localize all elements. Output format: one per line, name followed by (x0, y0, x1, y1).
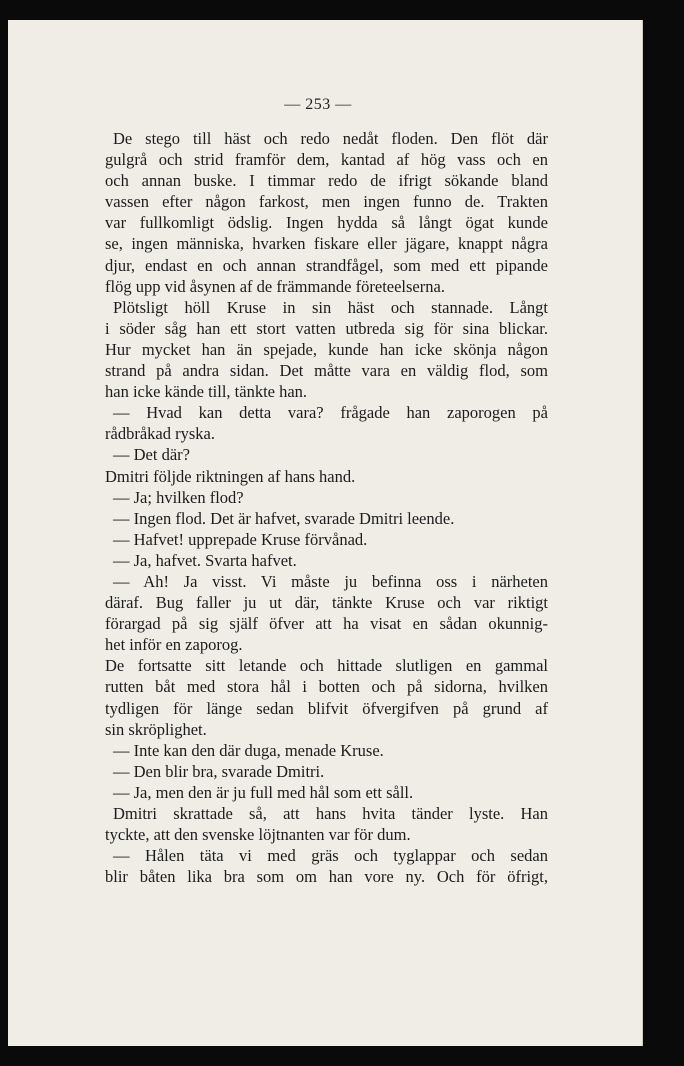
text-line: rådbråkad ryska. (105, 424, 215, 444)
text-line: — Ja, men den är ju full med hål som ett såll. (113, 782, 414, 802)
text-line: — Hålen täta vi med gräs och tyglappar och sedan (113, 846, 548, 866)
text-line: Hur mycket han än spejade, kunde han icke skönja någon (105, 339, 548, 359)
text-line: var fullkomligt ödslig. Ingen hydda så långt ögat kunde (105, 213, 548, 233)
text-line: i söder såg han ett stort vatten utbreda sig för sina blickar. (105, 318, 548, 338)
text-line: se, ingen människa, hvarken fiskare eller jägare, knappt några (105, 234, 548, 254)
text-line: Plötsligt höll Kruse in sin häst och stannade. Långt (113, 297, 548, 317)
text-line: — Ja; hvilken flod? (113, 487, 244, 507)
text-line: sin skröplighet. (105, 719, 207, 739)
text-line: — Ingen flod. Det är hafvet, svarade Dmitri leende. (113, 508, 455, 528)
text-line: tyckte, att den svenske löjtnanten var för dum. (105, 825, 411, 845)
text-line: Dmitri följde riktningen af hans hand. (105, 466, 356, 486)
text-line: han icke kände till, tänkte han. (105, 382, 308, 402)
text-line: — Hafvet! upprepade Kruse förvånad. (113, 529, 368, 549)
page-number: — 253 — (284, 96, 352, 113)
text-line: strand på andra sidan. Det måtte vara en väldig flod, som (105, 361, 548, 381)
text-line: het inför en zaporog. (105, 635, 243, 655)
text-line: förargad på sig själf öfver att ha visat en sådan okunnig- (105, 614, 548, 634)
text-line: gulgrå och strid framför dem, kantad af hög vass och en (105, 150, 548, 170)
text-line: — Det där? (113, 445, 190, 465)
text-line: däraf. Bug faller ju ut där, tänkte Kruse och var riktigt (105, 593, 548, 613)
text-line: De stego till häst och redo nedåt floden. Den flöt där (113, 129, 548, 148)
text-line: blir båten lika bra som om han vore ny. Och för öfrigt, (105, 867, 548, 887)
text-line: djur, endast en och annan strandfågel, som med ett pipande (105, 255, 548, 275)
text-line: vassen efter någon farkost, men ingen funno de. Trakten (105, 192, 548, 212)
book-page (8, 20, 643, 1046)
text-line: Dmitri skrattade så, att hans hvita tänder lyste. Han (113, 804, 548, 823)
text-line: rutten båt med stora hål i botten och på sidorna, hvilken (105, 677, 548, 697)
text-line: — Hvad kan detta vara? frågade han zaporogen på (113, 403, 548, 423)
text-line: De fortsatte sitt letande och hittade slutligen en gammal (105, 656, 548, 676)
text-line: — Ja, hafvet. Svarta hafvet. (113, 550, 297, 570)
text-line: flög upp vid åsynen af de främmande företeelserna. (105, 276, 445, 296)
text-line: tydligen för länge sedan blifvit öfvergifven på grund af (105, 698, 548, 718)
text-line: — Den blir bra, svarade Dmitri. (113, 761, 325, 781)
body-text (105, 128, 548, 887)
text-line: och annan buske. I timmar redo de ifrigt sökande bland (105, 171, 548, 191)
text-line: — Inte kan den där duga, menade Kruse. (113, 740, 384, 760)
text-line: — Ah! Ja visst. Vi måste ju befinna oss i närheten (113, 571, 548, 591)
